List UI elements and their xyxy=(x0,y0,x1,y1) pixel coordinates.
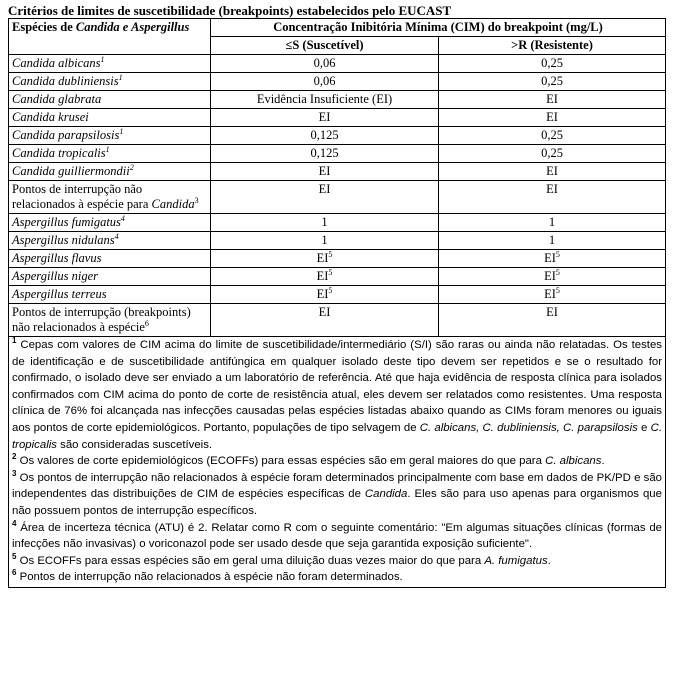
footnote xyxy=(12,569,662,586)
value-text: 0,25 xyxy=(541,128,563,142)
value-text: EI xyxy=(318,182,331,196)
table-row xyxy=(9,109,666,127)
value-text: EI xyxy=(546,182,558,196)
value-text: EI xyxy=(318,305,331,319)
species-name-italic: Candida xyxy=(151,197,195,211)
susceptible-value xyxy=(211,145,439,163)
value-text: EI xyxy=(318,164,331,178)
susceptible-value xyxy=(211,304,439,337)
value-text: 1 xyxy=(548,215,556,229)
species-name: Aspergillus niger xyxy=(12,269,98,283)
species-name: Aspergillus nidulans xyxy=(12,233,115,247)
footnote-number: 1 xyxy=(12,336,17,346)
species-cell xyxy=(9,145,211,163)
footnote xyxy=(12,453,662,470)
species-cell xyxy=(9,55,211,73)
value-text: EI xyxy=(546,92,558,106)
species-name: Candida guilliermondii xyxy=(12,164,130,178)
susceptible-value xyxy=(211,109,439,127)
species-cell xyxy=(9,181,211,214)
value-text: EI xyxy=(546,110,558,124)
footnote-number: 6 xyxy=(12,568,17,578)
resistant-value xyxy=(439,55,666,73)
species-name: Pontos de interrupção (breakpoints) não relacionados à espécie xyxy=(12,305,191,334)
value-text: EI xyxy=(544,287,556,301)
resistant-value xyxy=(439,73,666,91)
footnote-number: 4 xyxy=(12,518,17,528)
resistant-column-header: >R (Resistente) xyxy=(439,37,666,55)
species-cell xyxy=(9,109,211,127)
footnote-text: Cepas com valores de CIM acima do limite de suscetibilidade/intermediário (S/I) são raras ou ainda não relatadas. Os testes de identificação e de suscetibilidade antifúngica em qualquer isolado deste tipo devem ser repetidos e se o resultado for confirmado, o isolado deve ser enviado a um laboratório de referência. Até que haja evidência de resposta clínica para isolados confirmados com CIM acima do ponto de corte de resistência atual, eles devem ser relatados como resistentes. Uma resposta clínica de 76% foi alcançada nas infecções causadas pelas espécies listadas abaixo quando as CIMs foram menores ou iguais aos pontos de corte epidemiológicos. Portanto, populações de tipo selvagem de xyxy=(12,339,662,434)
species-cell xyxy=(9,163,211,181)
susceptible-value xyxy=(211,232,439,250)
resistant-value xyxy=(439,163,666,181)
species-cell xyxy=(9,127,211,145)
value-text: 0,25 xyxy=(541,74,563,88)
table-row xyxy=(9,73,666,91)
resistant-value xyxy=(439,214,666,232)
species-name: Candida albicans xyxy=(12,56,101,70)
susceptible-value xyxy=(211,73,439,91)
resistant-value xyxy=(439,145,666,163)
table-row xyxy=(9,55,666,73)
footnote-ref: 2 xyxy=(129,162,134,172)
susceptible-value xyxy=(211,181,439,214)
species-name: Candida dubliniensis xyxy=(12,74,119,88)
footnote-ref: 5 xyxy=(328,285,333,295)
value-text: 1 xyxy=(548,233,556,247)
resistant-value xyxy=(439,250,666,268)
footnote-text: . Eles são para uso apenas para organismos que não possuem pontos de interrupção específicos. xyxy=(12,488,662,517)
table-row xyxy=(9,127,666,145)
susceptible-value xyxy=(211,163,439,181)
footnote-text: são consideradas suscetíveis. xyxy=(56,438,213,451)
species-cell xyxy=(9,268,211,286)
table-row xyxy=(9,286,666,304)
cim-column-header: Concentração Inibitória Mínima (CIM) do breakpoint (mg/L) xyxy=(211,19,666,37)
resistant-value xyxy=(439,268,666,286)
species-name: Pontos de interrupção não relacionados à espécie para xyxy=(12,182,152,211)
species-cell xyxy=(9,304,211,337)
species-cell xyxy=(9,214,211,232)
breakpoint-table-wrapper xyxy=(8,18,665,588)
value-text: EI xyxy=(546,164,558,178)
species-name: Candida tropicalis xyxy=(12,146,106,160)
resistant-value xyxy=(439,91,666,109)
susceptible-value xyxy=(211,127,439,145)
resistant-value xyxy=(439,232,666,250)
table-row xyxy=(9,163,666,181)
footnote xyxy=(12,520,662,553)
species-cell xyxy=(9,250,211,268)
resistant-value xyxy=(439,304,666,337)
value-text: Evidência Insuficiente (EI) xyxy=(256,92,393,106)
footnote-text: C. albicans xyxy=(545,455,602,468)
resistant-value xyxy=(439,181,666,214)
value-text: 0,125 xyxy=(310,146,339,160)
value-text: EI xyxy=(318,110,331,124)
footnotes-row xyxy=(9,337,666,588)
susceptible-value xyxy=(211,214,439,232)
footnote-ref: 4 xyxy=(120,213,125,223)
footnote xyxy=(12,470,662,520)
value-text: EI xyxy=(546,305,558,319)
value-text: EI xyxy=(316,269,329,283)
footnote-ref: 5 xyxy=(328,249,333,259)
species-cell xyxy=(9,232,211,250)
resistant-value xyxy=(439,286,666,304)
footnotes-cell xyxy=(9,337,666,588)
value-text: EI xyxy=(544,251,556,265)
species-cell xyxy=(9,73,211,91)
footnote-ref: 5 xyxy=(555,267,560,277)
susceptible-value xyxy=(211,268,439,286)
footnote-text: . xyxy=(601,455,605,468)
footnote-ref: 6 xyxy=(144,318,149,328)
footnote-text: C. tropicalis xyxy=(12,421,662,451)
footnote-text: Os pontos de interrupção não relacionados à espécie foram determinados principalmente com base em dados de PK/PD e são independentes das distribuições de CIM de espécies específicas de xyxy=(12,471,662,501)
resistant-value xyxy=(439,127,666,145)
footnote-text: Os valores de corte epidemiológicos (ECOFFs) para essas espécies são em geral maiores do que para xyxy=(16,455,546,468)
table-row xyxy=(9,268,666,286)
footnote xyxy=(12,337,662,453)
species-cell xyxy=(9,91,211,109)
value-text: 1 xyxy=(321,215,328,229)
footnote-ref: 1 xyxy=(119,126,124,136)
value-text: EI xyxy=(544,269,556,283)
table-row xyxy=(9,232,666,250)
footnote-ref: 1 xyxy=(100,54,105,64)
value-text: 0,25 xyxy=(541,56,563,70)
footnote-text: Candida xyxy=(364,488,408,501)
footnote-text: A. fumigatus xyxy=(484,554,548,567)
value-text: EI xyxy=(316,251,329,265)
resistant-value xyxy=(439,109,666,127)
footnote-number: 5 xyxy=(12,551,17,561)
table-body xyxy=(9,55,666,337)
footnote-text: e xyxy=(637,421,651,434)
footnote-number: 2 xyxy=(12,452,17,462)
footnote-text: Pontos de interrupção não relacionados à espécie não foram determinados. xyxy=(16,571,403,584)
value-text: 0,25 xyxy=(541,146,563,160)
table-header-row xyxy=(9,19,666,37)
value-text: 0,125 xyxy=(310,128,339,142)
footnote-text: Os ECOFFs para essas espécies são em geral uma diluição duas vezes maior do que para xyxy=(16,554,485,567)
susceptible-value xyxy=(211,55,439,73)
species-name: Aspergillus flavus xyxy=(12,251,102,265)
species-column-header: Espécies de Candida e Aspergillus xyxy=(9,19,211,55)
footnote xyxy=(12,553,662,570)
species-name: Aspergillus fumigatus xyxy=(12,215,121,229)
table-row xyxy=(9,145,666,163)
table-row xyxy=(9,214,666,232)
value-text: 0,06 xyxy=(313,56,336,70)
breakpoint-table xyxy=(8,18,666,588)
table-row xyxy=(9,91,666,109)
susceptible-column-header: ≤S (Suscetível) xyxy=(211,37,439,55)
footnote-text: Área de incerteza técnica (ATU) é 2. Relatar como R com o seguinte comentário: "Em algumas situações clínicas (formas de infecções não invasivas) o voriconazol pode ser usado desde que seja garantida exposição suficiente". xyxy=(12,521,662,551)
footnote-ref: 4 xyxy=(114,231,119,241)
table-caption: Critérios de limites de suscetibilidade (breakpoints) estabelecidos pelo EUCAST xyxy=(8,3,452,18)
footnote-text: . xyxy=(547,554,551,567)
species-name: Candida glabrata xyxy=(12,92,102,106)
table-row xyxy=(9,250,666,268)
footnote-ref: 5 xyxy=(328,267,333,277)
value-text: 0,06 xyxy=(313,74,336,88)
susceptible-value xyxy=(211,250,439,268)
footnote-ref: 5 xyxy=(555,285,560,295)
footnote-number: 3 xyxy=(12,468,17,478)
footnote-ref: 1 xyxy=(105,144,110,154)
table-row xyxy=(9,304,666,337)
susceptible-value xyxy=(211,286,439,304)
species-name: Aspergillus terreus xyxy=(12,287,107,301)
footnote-text: C. albicans, C. dubliniensis, C. parapsilosis xyxy=(419,421,638,434)
footnote-ref: 3 xyxy=(194,195,199,205)
species-name: Candida krusei xyxy=(12,110,89,124)
value-text: 1 xyxy=(321,233,328,247)
table-row xyxy=(9,181,666,214)
susceptible-value xyxy=(211,91,439,109)
footnote-ref: 5 xyxy=(555,249,560,259)
value-text: EI xyxy=(316,287,329,301)
species-name: Candida parapsilosis xyxy=(12,128,120,142)
species-cell xyxy=(9,286,211,304)
footnote-ref: 1 xyxy=(118,72,123,82)
